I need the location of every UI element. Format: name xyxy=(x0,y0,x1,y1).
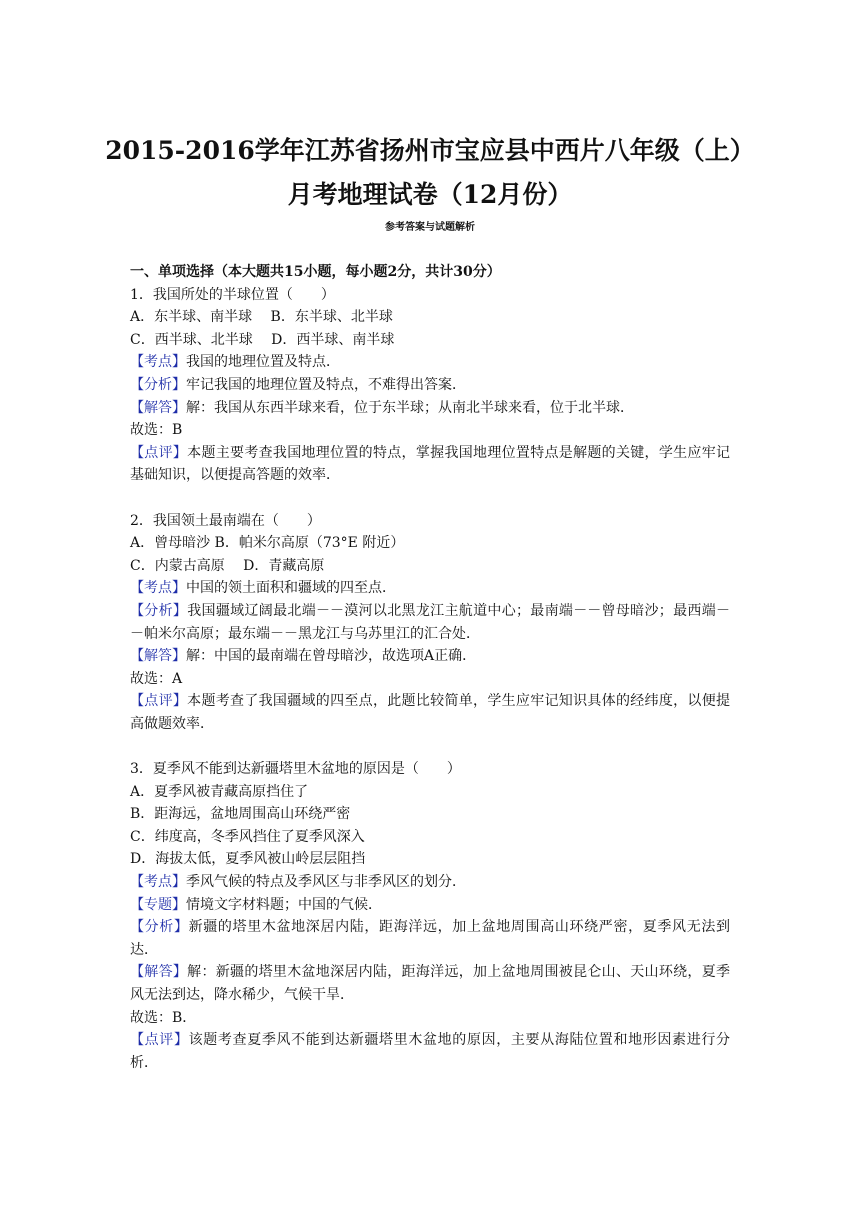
question-stem: 3．夏季风不能到达新疆塔里木盆地的原因是（ ） xyxy=(130,761,461,778)
jieda-tag: 【解答】 xyxy=(130,399,186,416)
fenxi-tag: 【分析】 xyxy=(130,919,189,936)
jieda-tag: 【解答】 xyxy=(130,648,186,665)
dianping-tag: 【点评】 xyxy=(130,1032,189,1049)
spacer xyxy=(130,487,730,510)
question-2 xyxy=(130,510,730,736)
fenxi-tag: 【分析】 xyxy=(130,376,186,393)
jieda-text: 解：中国的最南端在曾母暗沙，故选项A正确． xyxy=(186,648,477,665)
question-1 xyxy=(130,284,730,487)
dianping-text: 本题考查了我国疆域的四至点，此题比较简单，学生应牢记知识具体的经纬度，以便提高做题效率． xyxy=(130,693,730,732)
question-3 xyxy=(130,758,730,1074)
dianping-text: 本题主要考查我国地理位置的特点，掌握我国地理位置特点是解题的关键，学生应牢记基础知识，以便提高答题的效率． xyxy=(130,444,730,484)
kaodian-tag: 【考点】 xyxy=(130,580,186,597)
answer-line: 故选：B． xyxy=(130,1009,197,1026)
kaodian-line xyxy=(130,577,730,600)
jieda-line xyxy=(130,961,730,1006)
fenxi-text: 我国疆域辽阔最北端－－漠河以北黑龙江主航道中心；最南端－－曾母暗沙；最西端－－帕米尔高原；最东端－－黑龙江与乌苏里江的汇合处． xyxy=(130,602,731,642)
fenxi-text: 新疆的塔里木盆地深居内陆，距海洋远，加上盆地周围高山环绕严密，夏季风无法到达． xyxy=(130,919,731,958)
document-subtitle: 参考答案与试题解析 xyxy=(385,222,475,233)
document-body xyxy=(130,261,730,1074)
jieda-line xyxy=(130,645,730,668)
option-line: A．东半球、南半球 B．东半球、北半球 xyxy=(130,309,393,326)
kaodian-line xyxy=(130,871,730,894)
option-line: D．海拔太低，夏季风被山岭层层阻挡 xyxy=(130,851,366,868)
document-title-line-1: 2015-2016学年江苏省扬州市宝应县中西片八年级（上） xyxy=(105,136,755,165)
dianping-tag: 【点评】 xyxy=(130,693,188,710)
zhuanti-text: 情境文字材料题；中国的气候． xyxy=(186,896,382,913)
document-title-line-2: 月考地理试卷（12月份） xyxy=(287,180,573,209)
kaodian-text: 我国的地理位置及特点． xyxy=(186,354,340,371)
zhuanti-line xyxy=(130,894,730,917)
answer-line: 故选：B xyxy=(130,422,183,439)
fenxi-line xyxy=(130,374,730,397)
kaodian-line xyxy=(130,351,730,374)
dianping-line xyxy=(130,1029,730,1074)
kaodian-text: 季风气候的特点及季风区与非季风区的划分． xyxy=(186,874,466,891)
option-line: C．西半球、北半球 D．西半球、南半球 xyxy=(130,331,395,348)
option-line: A．曾母暗沙 B．帕米尔高原（73°E 附近） xyxy=(130,535,405,552)
fenxi-text: 牢记我国的地理位置及特点，不难得出答案． xyxy=(186,376,466,393)
option-line: C．纬度高，冬季风挡住了夏季风深入 xyxy=(130,828,365,845)
option-line: C．内蒙古高原 D．青藏高原 xyxy=(130,557,325,574)
section-heading: 一、单项选择（本大题共15小题，每小题2分，共计30分） xyxy=(130,264,501,280)
kaodian-tag: 【考点】 xyxy=(130,874,186,891)
fenxi-tag: 【分析】 xyxy=(130,602,188,619)
jieda-text: 解：我国从东西半球来看，位于东半球；从南北半球来看，位于北半球． xyxy=(186,399,634,416)
jieda-line xyxy=(130,397,730,420)
kaodian-tag: 【考点】 xyxy=(130,354,186,371)
jieda-tag: 【解答】 xyxy=(130,964,188,981)
question-stem: 1．我国所处的半球位置（ ） xyxy=(130,286,335,303)
dianping-line xyxy=(130,690,730,735)
jieda-text: 解：新疆的塔里木盆地深居内陆，距海洋远，加上盆地周围被昆仑山、天山环绕，夏季风无法到达，降水稀少，气候干旱． xyxy=(130,964,730,1003)
dianping-line xyxy=(130,442,730,487)
answer-line: 故选：A xyxy=(130,670,183,687)
spacer xyxy=(130,735,730,758)
option-line: A．夏季风被青藏高原挡住了 xyxy=(130,783,309,800)
option-line: B．距海远，盆地周围高山环绕严密 xyxy=(130,806,351,823)
fenxi-line xyxy=(130,600,730,645)
question-stem: 2．我国领土最南端在（ ） xyxy=(130,512,321,529)
dianping-text: 该题考查夏季风不能到达新疆塔里木盆地的原因，主要从海陆位置和地形因素进行分析． xyxy=(130,1032,731,1071)
kaodian-text: 中国的领土面积和疆域的四至点． xyxy=(186,580,396,597)
fenxi-line xyxy=(130,916,730,961)
zhuanti-tag: 【专题】 xyxy=(130,896,186,913)
dianping-tag: 【点评】 xyxy=(130,444,188,461)
